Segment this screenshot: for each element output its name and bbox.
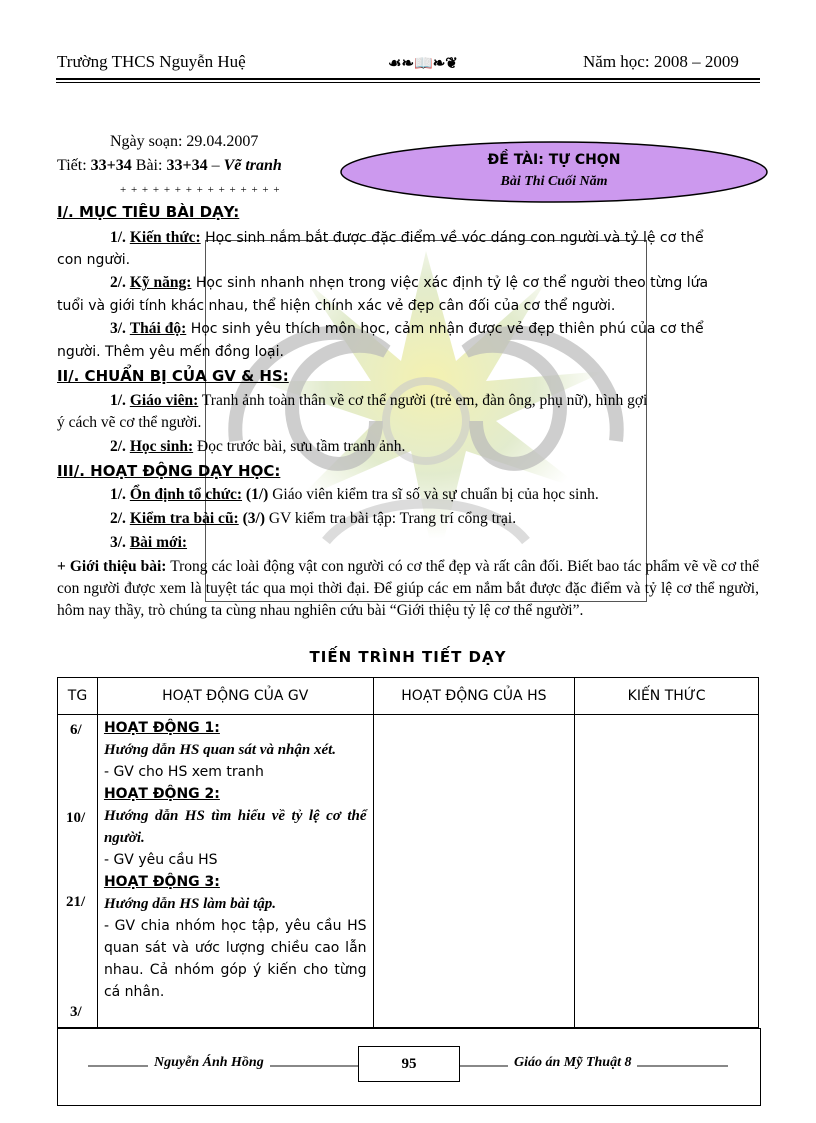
footer-book: Giáo án Mỹ Thuật 8 [508,1055,637,1071]
org-time: (1/) [242,486,269,503]
attitude-line [110,319,704,339]
time-3: 21/ [66,894,86,910]
knowledge-label: Kiến thức: [129,229,201,246]
student-activity-cell [373,715,575,1028]
student-prep-num: 2/. [110,438,126,455]
activity-2-item: - GV yêu cầu HS [103,852,218,868]
table-row [58,715,759,1028]
lesson-title: Vẽ tranh [223,157,282,174]
intro-paragraph [57,556,759,622]
time-4: 3/ [70,1004,82,1020]
school-year: Năm học: 2008 – 2009 [583,52,739,71]
review-text: GV kiểm tra bài tập: Trang trí cổng trại. [265,510,517,527]
footer-author: Nguyễn Ánh Hồng [148,1055,270,1071]
attitude-text-2: người. Thêm yêu mến đồng loại. [57,344,284,360]
org-num: 1/. [110,486,126,503]
review-label: Kiểm tra bài cũ: [129,510,239,527]
header-student-activity: HOẠT ĐỘNG CỦA HS [373,678,575,715]
prep-date: Ngày soạn: 29.04.2007 [110,133,259,150]
header-teacher-activity: HOẠT ĐỘNG CỦA GV [97,678,373,715]
skill-label: Kỹ năng: [129,274,192,291]
section-3-title: III/. HOẠT ĐỘNG DẠY HỌC: [57,462,281,480]
attitude-label: Thái độ: [129,320,187,337]
topic-box [338,140,770,204]
stars-divider: + + + + + + + + + + + + + + + [120,184,281,196]
knowledge-line [110,228,704,248]
teacher-prep-text: Tranh ảnh toàn thân về cơ thể người (trẻ em, đàn ông, phụ nữ), hình gợi [198,392,648,409]
skill-text: Học sinh nhanh nhẹn trong việc xác định tỷ lệ cơ thể người theo từng lứa [191,275,709,291]
skill-text-2: tuổi và giới tính khác nhau, thể hiện chính xác vẻ đẹp cân đối của cơ thể người. [57,298,616,314]
lesson-prefix: Tiết: [57,157,91,174]
knowledge-text-2: con người. [57,252,131,268]
page-number: 95 [358,1046,460,1082]
teacher-activity-cell [97,715,373,1028]
activity-2-title: HOẠT ĐỘNG 2: [103,786,220,802]
student-prep-text: Đọc trước bài, sưu tầm tranh ảnh. [193,438,406,455]
section-1-heading [57,202,239,222]
table-title: TIẾN TRÌNH TIẾT DẠY [309,648,507,666]
section-3-heading [57,461,280,481]
header-knowledge: KIẾN THỨC [575,678,759,715]
time-1: 6/ [70,722,82,738]
activity-3-item: - GV chia nhóm học tập, yêu cầu HS quan sát và ước lượng chiều cao lẫn nhau. Cả nhóm góp ý kiến cho từng cá nhân. [103,918,367,1000]
activity-2-desc: Hướng dẫn HS tìm hiểu về tỷ lệ cơ thể người. [103,808,367,846]
activity-1-desc: Hướng dẫn HS quan sát và nhận xét. [103,742,337,758]
new-lesson-line [110,533,187,553]
lesson-dash: – [207,157,224,174]
activity-3-title: HOẠT ĐỘNG 3: [103,874,220,890]
school-name: Trường THCS Nguyễn Huệ [57,52,246,71]
topic-title: ĐỀ TÀI: TỰ CHỌN [487,152,621,168]
review-line [110,509,516,529]
watermark-emblem [205,240,647,602]
new-lesson-num: 3/. [110,534,126,551]
student-prep-line [110,437,405,457]
teacher-prep-num: 1/. [110,392,126,409]
page-footer [57,1028,761,1106]
teacher-prep-line [110,391,647,411]
header-rule-thin [56,82,760,83]
attitude-num: 3/. [110,320,126,337]
teacher-prep-text-2: ý cách vẽ cơ thể người. [57,414,202,431]
org-label: Ổn định tổ chức: [129,486,243,503]
new-lesson-label: Bài mới: [129,534,188,551]
review-time: (3/) [238,510,265,527]
section-2-heading [57,366,289,386]
lesson-bai-number: 33+34 [166,157,208,174]
skill-num: 2/. [110,274,126,291]
student-prep-label: Học sinh: [129,438,194,455]
time-2: 10/ [66,810,86,826]
knowledge-num: 1/. [110,229,126,246]
lesson-plan-table [57,677,759,1028]
review-num: 2/. [110,510,126,527]
lesson-bai: Bài: [131,157,167,174]
teacher-prep-label: Giáo viên: [129,392,199,409]
org-line [110,485,599,505]
skill-line [110,273,708,293]
header-ornament: ☙❧📖❧❦ [388,56,458,72]
attitude-text: Học sinh yêu thích môn học, cảm nhận được vẻ đẹp thiên phú của cơ thể [186,321,704,337]
activity-1-item: - GV cho HS xem tranh [103,764,264,780]
header-rule [56,78,760,80]
intro-text: Trong các loài động vật con người có cơ thể đẹp và rất cân đối. Biết bao tác phẩm vẽ về cơ thể con người được xem là tuyệt tác qua mọi thời đại. Để giúp các em nắm bắt được đặc điểm và tỷ lệ cơ thể người, hôm nay thầy, trò chúng ta cùng nhau nghiên cứu bài “Giới thiệu tỷ lệ cơ thể người”. [57,558,759,619]
topic-subtitle: Bài Thi Cuối Năm [500,174,608,189]
lesson-number: 33+34 [90,157,132,174]
knowledge-cell [575,715,759,1028]
activity-3-desc: Hướng dẫn HS làm bài tập. [103,896,277,912]
lesson-line [57,156,282,176]
section-1-title: I/. MỤC TIÊU BÀI DẠY: [57,203,240,221]
header-time: TG [58,678,98,715]
org-text: Giáo viên kiểm tra sĩ số và sự chuẩn bị của học sinh. [268,486,599,503]
activity-1-title: HOẠT ĐỘNG 1: [103,720,220,736]
table-header-row [58,678,759,715]
intro-label: + Giới thiệu bài: [57,558,167,575]
knowledge-text: Học sinh nắm bắt được đặc điểm về vóc dáng con người và tỷ lệ cơ thể [200,230,704,246]
section-2-title: II/. CHUẨN BỊ CỦA GV & HS: [57,367,289,385]
time-cell [58,715,98,1028]
